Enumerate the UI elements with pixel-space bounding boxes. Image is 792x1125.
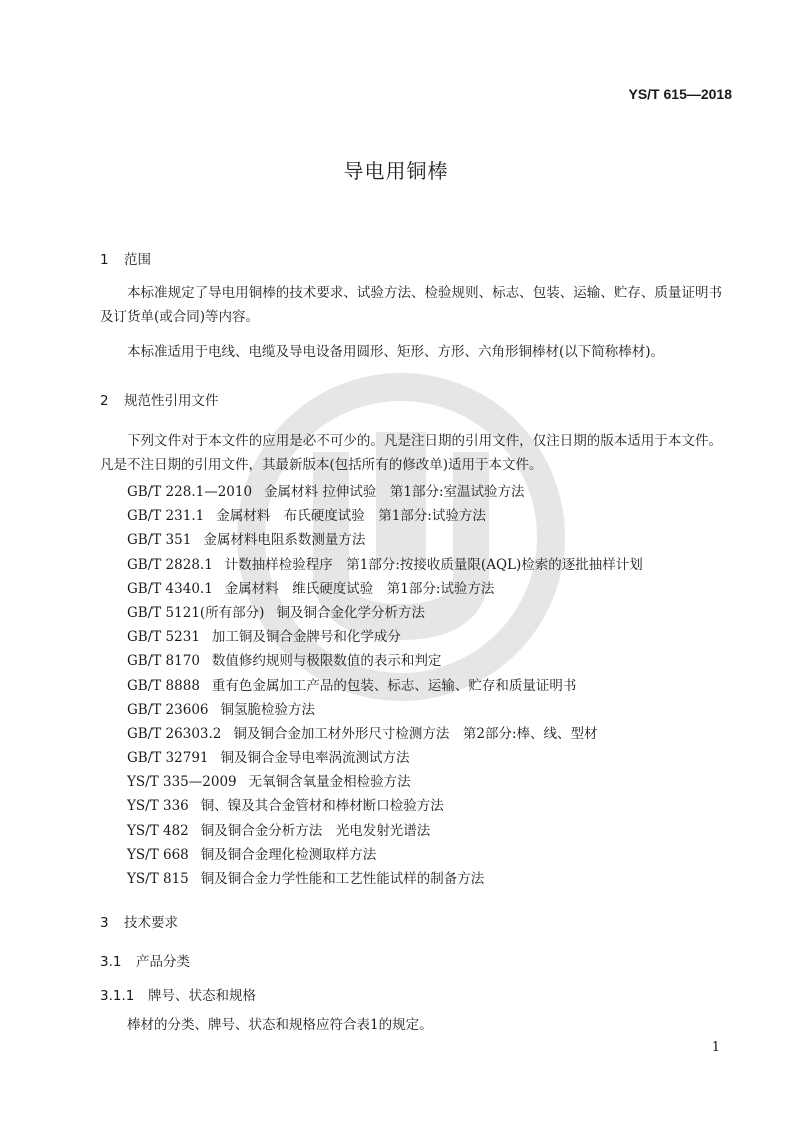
reference-title: 无氧铜含氧量金相检验方法: [248, 774, 411, 791]
reference-code: YS/T 336: [127, 798, 189, 815]
reference-item: [127, 674, 727, 698]
reference-code: GB/T 231.1: [127, 508, 205, 525]
reference-code: GB/T 2828.1: [127, 556, 213, 573]
section-number: 2: [100, 393, 109, 409]
section-title: 牌号、状态和规格: [148, 988, 256, 1004]
reference-item: [127, 794, 727, 818]
reference-code: YS/T 668: [127, 846, 189, 863]
reference-code: GB/T 5231: [127, 629, 200, 646]
reference-title: 加工铜及铜合金牌号和化学成分: [211, 629, 401, 646]
section-title: 产品分类: [136, 954, 190, 970]
reference-item: [127, 649, 727, 673]
scope-paragraph-2: 本标准适用于电线、电缆及导电设备用圆形、矩形、方形、六角形铜棒材(以下简称棒材)。: [127, 344, 665, 360]
reference-title: 计数抽样检验程序 第1部分:按接收质量限(AQL)检索的逐批抽样计划: [224, 556, 643, 573]
reference-title: 铜及铜合金理化检测取样方法: [200, 846, 377, 863]
reference-item: [127, 504, 727, 528]
reference-item: [127, 601, 727, 625]
section-1-heading: [100, 248, 151, 268]
reference-title: 铜及铜合金分析方法 光电发射光谱法: [200, 822, 431, 839]
section-title: 规范性引用文件: [124, 393, 219, 409]
section-number: 3: [100, 915, 109, 931]
reference-title: 重有色金属加工产品的包装、标志、运输、贮存和质量证明书: [211, 677, 577, 694]
reference-code: YS/T 815: [127, 871, 189, 887]
reference-code: GB/T 351: [127, 532, 192, 549]
section-number: 3.1: [100, 954, 122, 970]
section-3-heading: [100, 911, 178, 931]
reference-code: YS/T 482: [127, 822, 189, 839]
standard-number: YS/T 615—2018: [628, 86, 732, 102]
reference-item: [127, 698, 727, 722]
reference-title: 铜及铜合金加工材外形尺寸检测方法 第2部分:棒、线、型材: [233, 725, 598, 742]
reference-item: [127, 867, 727, 891]
reference-code: YS/T 335—2009: [127, 774, 237, 791]
reference-code: GB/T 228.1—2010: [127, 484, 253, 500]
section-3-1-heading: [100, 950, 190, 970]
reference-title: 铜及铜合金力学性能和工艺性能试样的制备方法: [200, 871, 485, 887]
section-number: 3.1.1: [100, 988, 135, 1004]
reference-title: 数值修约规则与极限数值的表示和判定: [211, 653, 442, 670]
reference-title: 铜及铜合金化学分析方法: [276, 604, 425, 621]
scope-paragraph-1: 本标准规定了导电用铜棒的技术要求、试验方法、检验规则、标志、包装、运输、贮存、质量证明书及订货单(或合同)等内容。: [100, 285, 722, 325]
reference-item: [127, 625, 727, 649]
section-title: 技术要求: [124, 915, 178, 931]
section-title: 范围: [124, 252, 151, 268]
reference-code: GB/T 26303.2: [127, 725, 222, 742]
references-intro: 下列文件对于本文件的应用是必不可少的。凡是注日期的引用文件，仅注日期的版本适用于本文件。凡是不注日期的引用文件，其最新版本(包括所有的修改单)适用于本文件。: [100, 433, 722, 473]
reference-title: 金属材料 维氏硬度试验 第1部分:试验方法: [224, 580, 495, 597]
reference-item: [127, 819, 727, 843]
reference-title: 铜及铜合金导电率涡流测试方法: [220, 750, 410, 767]
reference-item: [127, 843, 727, 867]
reference-item: [127, 770, 727, 794]
section-2-heading: [100, 389, 219, 409]
reference-title: 铜、镍及其合金管材和棒材断口检验方法: [200, 798, 444, 815]
reference-item: [127, 553, 727, 577]
reference-item: [127, 480, 727, 504]
reference-code: GB/T 23606: [127, 701, 209, 718]
reference-item: [127, 746, 727, 770]
page-number: 1: [711, 1040, 720, 1055]
reference-code: GB/T 32791: [127, 750, 209, 767]
reference-item: [127, 528, 727, 552]
reference-list: [127, 480, 727, 891]
reference-item: [127, 577, 727, 601]
reference-item: [127, 722, 727, 746]
document-title: 导电用铜棒: [343, 159, 449, 183]
section-number: 1: [100, 252, 109, 268]
reference-code: GB/T 4340.1: [127, 580, 213, 597]
reference-title: 铜氢脆检验方法: [220, 701, 315, 718]
reference-title: 金属材料 布氏硬度试验 第1部分:试验方法: [216, 508, 486, 525]
reference-code: GB/T 8888: [127, 677, 200, 694]
reference-title: 金属材料 拉伸试验 第1部分:室温试验方法: [264, 484, 525, 500]
reference-code: GB/T 8170: [127, 653, 200, 670]
reference-title: 金属材料电阻系数测量方法: [203, 532, 366, 549]
requirement-paragraph: 棒材的分类、牌号、状态和规格应符合表1的规定。: [127, 1017, 433, 1033]
section-3-1-1-heading: [100, 984, 256, 1004]
reference-code: GB/T 5121(所有部分): [127, 604, 265, 621]
